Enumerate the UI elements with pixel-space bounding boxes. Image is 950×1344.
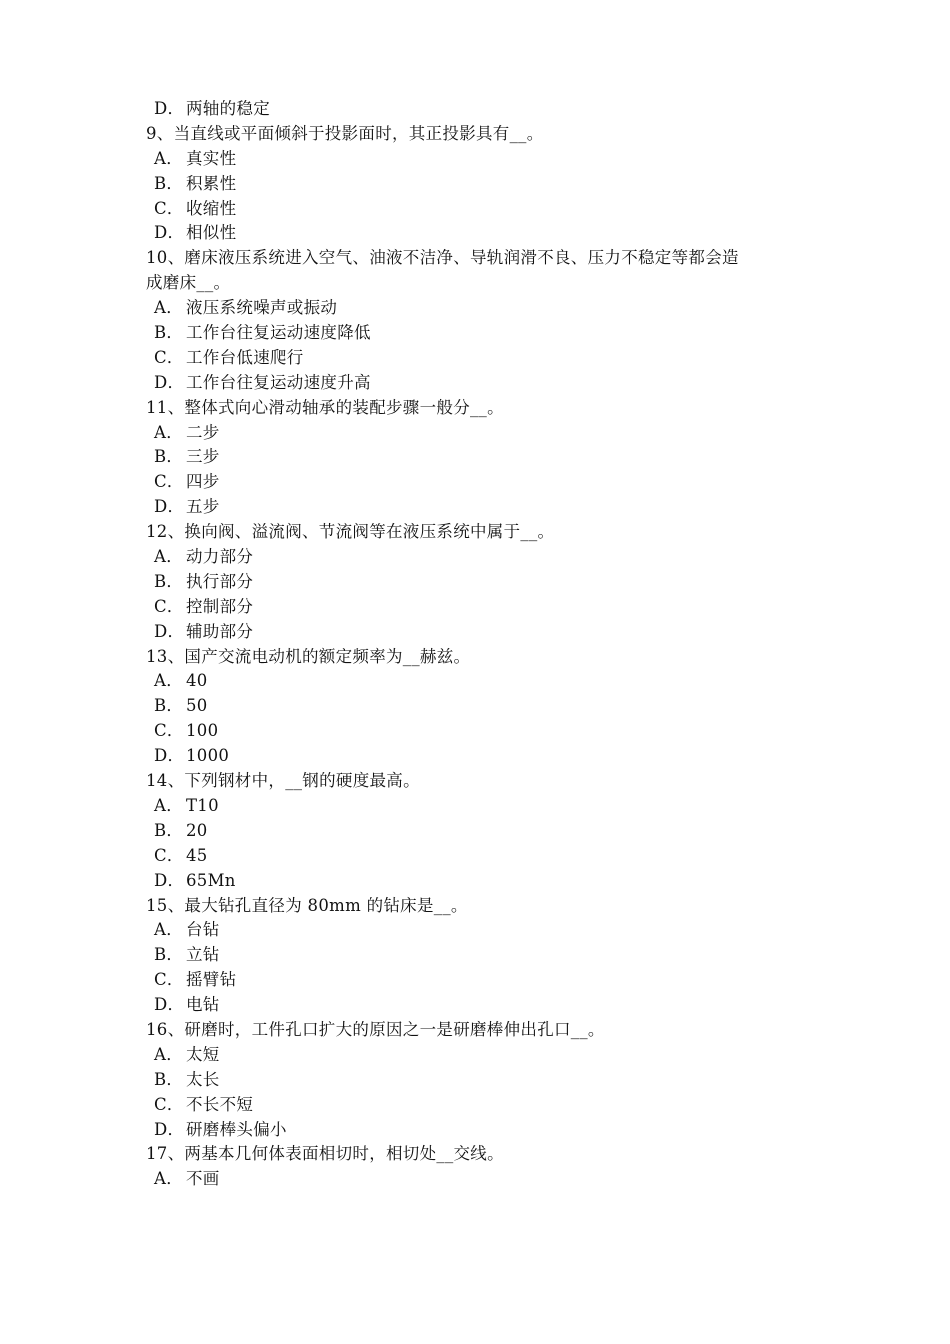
option-text: 四步 — [186, 472, 220, 492]
option-line — [0, 744, 950, 769]
question-text: 15、最大钻孔直径为 80mm 的钻床是__。 — [146, 895, 468, 915]
option-line — [0, 495, 950, 520]
option-letter: C． — [154, 347, 184, 367]
option-line — [0, 346, 950, 371]
question-line — [0, 769, 950, 794]
option-text: 三步 — [186, 447, 220, 467]
option-letter: D． — [154, 1119, 185, 1139]
option-text: 100 — [186, 721, 219, 741]
option-text: 工作台往复运动速度降低 — [186, 323, 371, 343]
option-text: 45 — [186, 845, 208, 865]
option-line — [0, 296, 950, 321]
option-text: 40 — [186, 671, 208, 691]
option-letter: B． — [154, 173, 184, 193]
question-text: 17、两基本几何体表面相切时，相切处__交线。 — [146, 1144, 504, 1164]
option-letter: A． — [154, 1169, 184, 1189]
question-text: 16、研磨时，工件孔口扩大的原因之一是研磨棒伸出孔口__。 — [146, 1019, 605, 1039]
option-line — [0, 620, 950, 645]
option-letter: C． — [154, 721, 184, 741]
question-line — [0, 645, 950, 670]
option-line — [0, 819, 950, 844]
option-letter: C． — [154, 1094, 184, 1114]
option-letter: A． — [154, 422, 184, 442]
question-text: 11、整体式向心滑动轴承的装配步骤一般分__。 — [146, 397, 504, 417]
option-letter: D． — [154, 497, 185, 517]
option-letter: D． — [154, 870, 185, 890]
question-line — [0, 271, 950, 296]
option-letter: B． — [154, 1069, 184, 1089]
option-letter: D． — [154, 621, 185, 641]
question-line — [0, 396, 950, 421]
option-text: 20 — [186, 820, 208, 840]
option-text: 两轴的稳定 — [186, 99, 270, 118]
option-text: 65Mn — [186, 870, 236, 890]
option-letter: C． — [154, 198, 184, 218]
option-text: 1000 — [186, 746, 230, 766]
option-text: 辅助部分 — [186, 621, 254, 641]
option-line — [0, 943, 950, 968]
option-line — [0, 794, 950, 819]
option-line — [0, 421, 950, 446]
option-text: 不画 — [186, 1169, 220, 1189]
document-page — [0, 97, 950, 1192]
option-text: 工作台低速爬行 — [186, 347, 304, 367]
option-letter: A． — [154, 671, 184, 691]
question-line — [0, 1018, 950, 1043]
option-line — [0, 844, 950, 869]
option-line — [0, 694, 950, 719]
option-text: 液压系统噪声或振动 — [186, 298, 338, 318]
question-text: 10、磨床液压系统进入空气、油液不洁净、导轨润滑不良、压力不稳定等都会造 — [146, 248, 739, 268]
option-line — [0, 1118, 950, 1143]
option-line — [0, 221, 950, 246]
option-text: 不长不短 — [186, 1094, 254, 1114]
option-line — [0, 595, 950, 620]
option-line — [0, 371, 950, 396]
option-letter: B． — [154, 696, 184, 716]
option-text: 控制部分 — [186, 596, 254, 616]
option-letter: D． — [154, 995, 185, 1015]
option-text: 电钻 — [186, 995, 220, 1015]
option-text: 50 — [186, 696, 208, 716]
question-line — [0, 894, 950, 919]
question-line — [0, 122, 950, 147]
question-line — [0, 520, 950, 545]
option-text: 工作台往复运动速度升高 — [186, 372, 371, 392]
option-letter: B． — [154, 323, 184, 343]
option-letter: A． — [154, 148, 184, 168]
question-text: 成磨床__。 — [146, 273, 231, 293]
option-line — [0, 669, 950, 694]
question-text: 13、国产交流电动机的额定频率为__赫兹。 — [146, 646, 471, 666]
option-letter: C． — [154, 596, 184, 616]
option-text: T10 — [186, 795, 219, 815]
option-letter: C． — [154, 845, 184, 865]
option-line — [0, 545, 950, 570]
question-text: 9、当直线或平面倾斜于投影面时，其正投影具有__。 — [146, 123, 544, 143]
option-text: 太短 — [186, 1044, 220, 1064]
option-line — [0, 1068, 950, 1093]
option-text: 积累性 — [186, 173, 237, 193]
option-letter: B． — [154, 571, 184, 591]
option-text: 研磨棒头偏小 — [186, 1119, 287, 1139]
question-text: 14、下列钢材中，__钢的硬度最高。 — [146, 771, 420, 791]
option-line — [0, 570, 950, 595]
option-line — [0, 719, 950, 744]
option-line — [0, 918, 950, 943]
option-letter: D． — [154, 223, 185, 243]
option-line — [0, 97, 950, 122]
option-letter: C． — [154, 970, 184, 990]
option-letter: D． — [154, 99, 185, 118]
option-letter: A． — [154, 547, 184, 567]
question-line — [0, 246, 950, 271]
option-letter: B． — [154, 820, 184, 840]
option-line — [0, 147, 950, 172]
option-letter: D． — [154, 372, 185, 392]
option-line — [0, 1093, 950, 1118]
option-letter: B． — [154, 447, 184, 467]
option-text: 执行部分 — [186, 571, 254, 591]
option-text: 太长 — [186, 1069, 220, 1089]
option-text: 相似性 — [186, 223, 237, 243]
option-line — [0, 1043, 950, 1068]
option-line — [0, 470, 950, 495]
option-letter: A． — [154, 298, 184, 318]
option-letter: D． — [154, 746, 185, 766]
option-letter: A． — [154, 795, 184, 815]
option-letter: B． — [154, 945, 184, 965]
option-line — [0, 968, 950, 993]
option-letter: A． — [154, 920, 184, 940]
question-line — [0, 1142, 950, 1167]
option-line — [0, 445, 950, 470]
option-line — [0, 172, 950, 197]
option-letter: C． — [154, 472, 184, 492]
option-text: 动力部分 — [186, 547, 254, 567]
option-text: 台钻 — [186, 920, 220, 940]
option-text: 五步 — [186, 497, 220, 517]
option-text: 二步 — [186, 422, 220, 442]
option-line — [0, 869, 950, 894]
question-text: 12、换向阀、溢流阀、节流阀等在液压系统中属于__。 — [146, 522, 555, 542]
option-letter: A． — [154, 1044, 184, 1064]
option-text: 真实性 — [186, 148, 237, 168]
option-text: 收缩性 — [186, 198, 237, 218]
option-line — [0, 321, 950, 346]
option-line — [0, 197, 950, 222]
option-text: 摇臂钻 — [186, 970, 237, 990]
option-line — [0, 993, 950, 1018]
option-line — [0, 1167, 950, 1192]
option-text: 立钻 — [186, 945, 220, 965]
